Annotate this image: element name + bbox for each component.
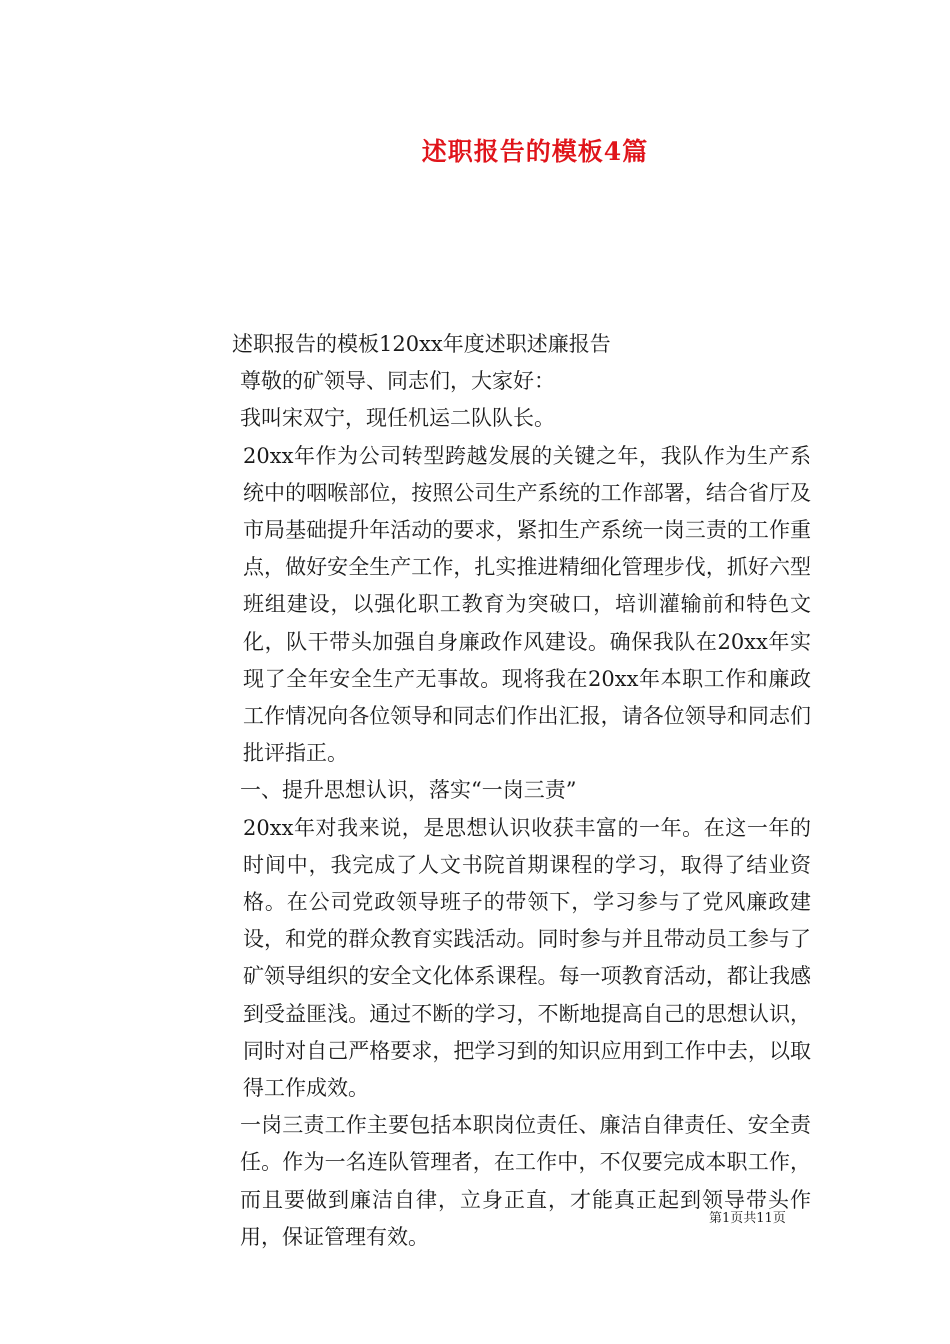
paragraph-salutation: 尊敬的矿领导、同志们，大家好： <box>240 369 555 394</box>
document-body <box>143 326 811 1256</box>
page-number-footer: 第1页共11页 <box>709 1211 786 1226</box>
paragraph-responsibilities: 一岗三责工作主要包括本职岗位责任、廉洁自律责任、安全责任。作为一名连队管理者，在工作中，不仅要完成本职工作，而且要做到廉洁自律，立身正直，才能真正起到领导带头作用，保证管理有效。 <box>240 1113 811 1249</box>
paragraph-overview: 20xx年作为公司转型跨越发展的关键之年，我队作为生产系统中的咽喉部位，按照公司生产系统的工作部署，结合省厅及市局基础提升年活动的要求，紧扣生产系统一岗三责的工作重点，做好安全生产工作，扎实推进精细化管理步伐，抓好六型班组建设，以强化职工教育为突破口，培训灌输前和特色文化，队干带头加强自身廉政作风建设。确保我队在20xx年实现了全年安全生产无事故。现将我在20xx年本职工作和廉政工作情况向各位领导和同志们作出汇报，请各位领导和同志们批评指正。 <box>243 443 811 766</box>
paragraph-heading-line: 述职报告的模板120xx年度述职述廉报告 <box>232 332 611 356</box>
paragraph-learning: 20xx年对我来说，是思想认识收获丰富的一年。在这一年的时间中，我完成了人文书院首期课程的学习，取得了结业资格。在公司党政领导班子的带领下，学习参与了党风廉政建设，和党的群众教育实践活动。同时参与并且带动员工参与了矿领导组织的安全文化体系课程。每一项教育活动，都让我感到受益匪浅。通过不断的学习，不断地提高自己的思想认识，同时对自己严格要求，把学习到的知识应用到工作中去，以取得工作成效。 <box>243 815 811 1101</box>
section-heading-one: 一、提升思想认识，落实“一岗三责” <box>240 778 577 803</box>
document-title: 述职报告的模板4篇 <box>421 137 649 166</box>
paragraph-self-introduction: 我叫宋双宁，现任机运二队队长。 <box>240 406 555 431</box>
